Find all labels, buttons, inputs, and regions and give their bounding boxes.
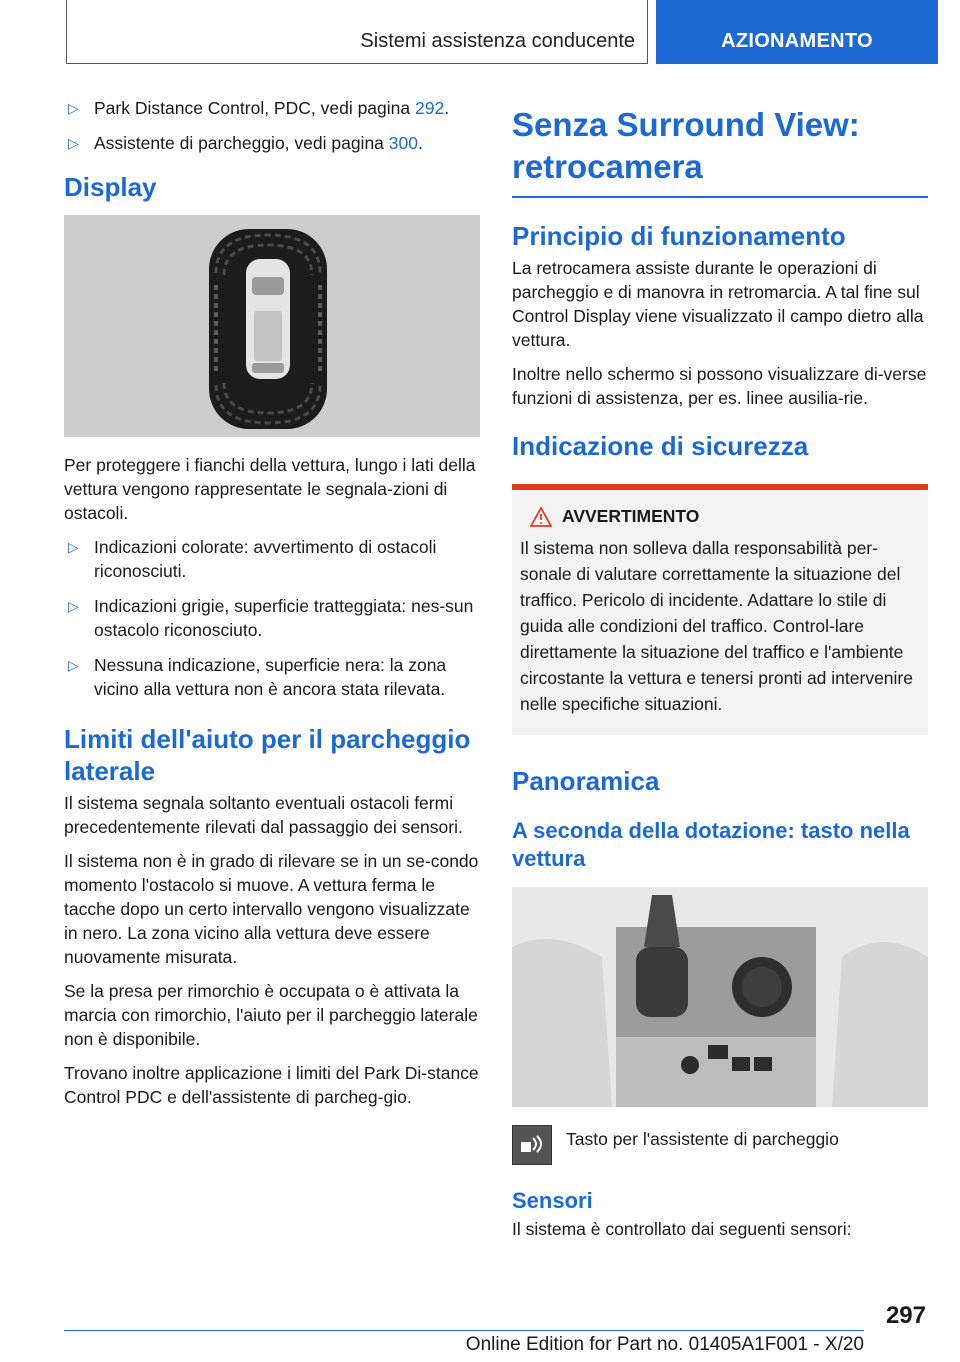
top-bullet-list xyxy=(64,96,480,155)
list-item: ▷ Nessuna indicazione, superficie nera: la zona vicino alla vettura non è ancora stata rilevata. xyxy=(68,655,447,699)
button-caption-row xyxy=(512,1125,928,1165)
bullet-triangle-icon: ▷ xyxy=(68,539,79,555)
pdc-top-view-icon xyxy=(64,215,480,437)
park-assist-button-icon xyxy=(512,1125,552,1165)
bullet-triangle-icon: ▷ xyxy=(68,598,79,614)
principle-heading: Principio di funzionamento xyxy=(512,221,846,251)
display-bullet-list xyxy=(64,535,480,701)
display-paragraph: Per proteggere i fianchi della vettura, lungo i lati della vettura vengono rappresentate le segnala-zioni di ostacoli. xyxy=(64,455,476,523)
right-column xyxy=(512,104,928,1251)
footer-text: Online Edition for Part no. 01405A1F001 - X/20 xyxy=(465,1334,864,1355)
warning-box xyxy=(512,484,928,735)
console-image xyxy=(512,887,928,1107)
section-title: Sistemi assistenza conducente xyxy=(360,30,635,52)
warning-text: Il sistema non solleva dalla responsabilità per-sonale di valutare correttamente la situazione del traffico. Pericolo di incidente. Adattare lo stile di guida alle condizioni del traffico. Control-lare direttamente la situazione del traffico e l'ambiente circostante la vettura e tenersi pronti ad intervenire nelle specifiche situazioni. xyxy=(520,538,913,714)
button-heading: A seconda della dotazione: tasto nella vettura xyxy=(512,818,910,871)
limits-paragraph: Il sistema segnala soltanto eventuali ostacoli fermi precedentemente rilevati dal passaggio dei sensori. xyxy=(64,793,463,837)
safety-heading: Indicazione di sicurezza xyxy=(512,431,809,461)
page-link[interactable]: 300 xyxy=(388,133,418,153)
footer-divider xyxy=(64,1330,864,1331)
main-heading: Senza Surround View: retrocamera xyxy=(512,106,860,185)
warning-title: AVVERTIMENTO xyxy=(562,506,700,526)
list-item: ▷ Park Distance Control, PDC, vedi pagina 292. xyxy=(68,98,450,118)
chapter-tab[interactable] xyxy=(656,0,938,64)
heading-divider xyxy=(512,196,928,198)
warning-triangle-icon xyxy=(530,507,552,527)
center-console-icon xyxy=(512,887,928,1107)
left-column xyxy=(64,96,480,1119)
button-caption: Tasto per l'assistente di parcheggio xyxy=(566,1129,839,1149)
list-item: ▷ Assistente di parcheggio, vedi pagina 300. xyxy=(68,133,423,153)
sensors-heading: Sensori xyxy=(512,1188,593,1213)
chapter-title: AZIONAMENTO xyxy=(721,30,873,52)
limits-paragraph: Trovano inoltre applicazione i limiti del Park Di-stance Control PDC e dell'assistente di parcheg-gio. xyxy=(64,1063,479,1107)
page-link[interactable]: 292 xyxy=(414,98,445,118)
list-item: ▷ Indicazioni colorate: avvertimento di ostacoli riconosciuti. xyxy=(68,537,437,581)
pdc-display-image xyxy=(64,215,480,437)
bullet-triangle-icon: ▷ xyxy=(68,135,79,151)
page-number: 297 xyxy=(885,1302,926,1329)
overview-heading: Panoramica xyxy=(512,766,660,796)
limits-paragraph: Se la presa per rimorchio è occupata o è attivata la marcia con rimorchio, l'aiuto per il parcheggio laterale non è disponibile. xyxy=(64,981,478,1049)
principle-paragraph: La retrocamera assiste durante le operazioni di parcheggio e di manovra in retromarcia. A tal fine sul Control Display viene visualizzato il campo dietro alla vettura. xyxy=(512,258,924,350)
list-item: ▷ Indicazioni grigie, superficie tratteggiata: nes-sun ostacolo riconosciuto. xyxy=(68,596,474,640)
principle-paragraph: Inoltre nello schermo si possono visualizzare di-verse funzioni di assistenza, per es. linee ausilia-rie. xyxy=(512,364,927,408)
header-section-box xyxy=(66,0,648,64)
bullet-triangle-icon: ▷ xyxy=(68,100,79,116)
display-heading: Display xyxy=(64,172,157,202)
limits-paragraph: Il sistema non è in grado di rilevare se in un se-condo momento l'ostacolo si muove. A vettura ferma le tacche dopo un certo intervallo vengono visualizzate in nero. La zona vicino alla vettura deve essere nuovamente misurata. xyxy=(64,851,479,967)
limits-heading: Limiti dell'aiuto per il parcheggio laterale xyxy=(64,724,471,786)
sensors-text: Il sistema è controllato dai seguenti sensori: xyxy=(512,1219,852,1239)
bullet-triangle-icon: ▷ xyxy=(68,657,79,673)
